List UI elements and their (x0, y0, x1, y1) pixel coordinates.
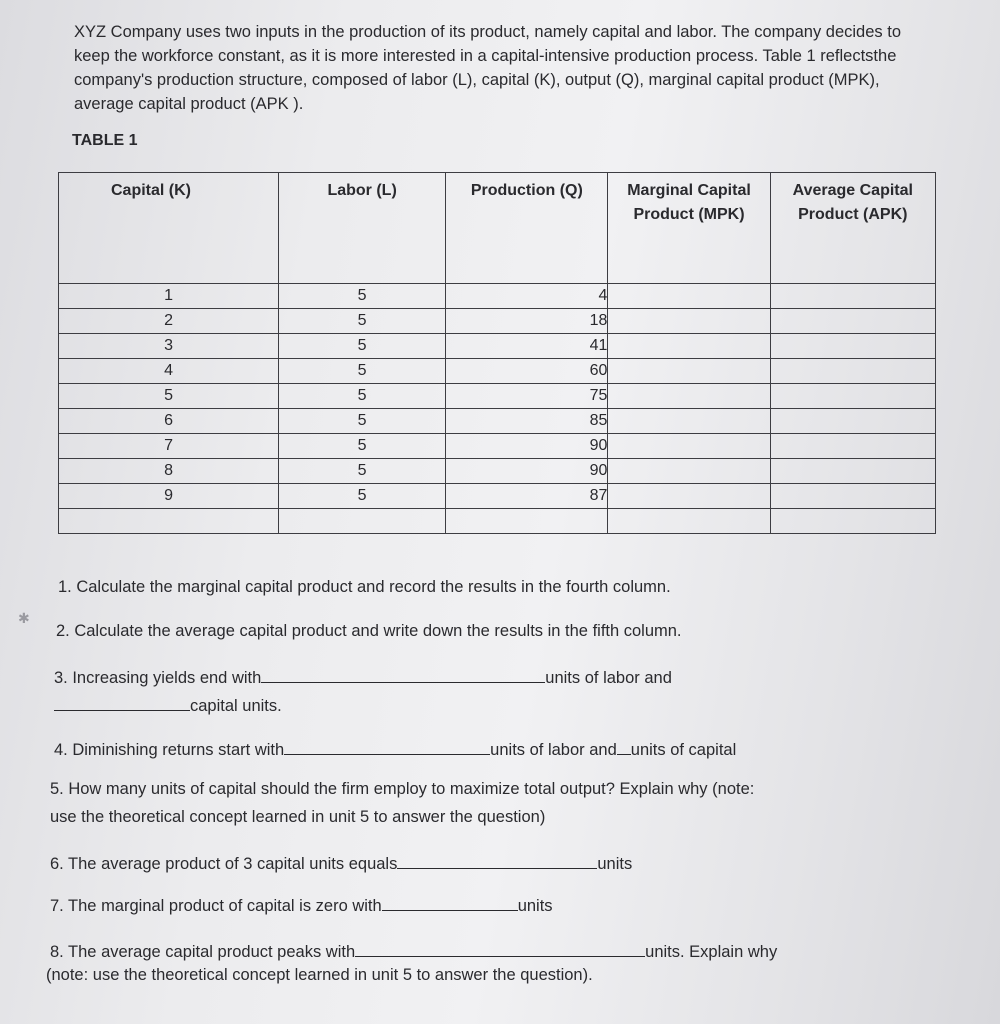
question-5-cont: use the theoretical concept learned in unit 5 to answer the question) (50, 808, 546, 826)
question-3 (54, 664, 672, 688)
question-5: 5. How many units of capital should the firm employ to maximize total output? Explain why (note: (50, 780, 755, 798)
question-6 (50, 850, 632, 874)
table-row (59, 484, 936, 509)
question-7-text: 7. The marginal product of capital is zero with (50, 897, 382, 915)
cell-labor: 5 (279, 484, 446, 509)
question-3-end: capital units. (190, 697, 282, 715)
cell-production[interactable] (446, 509, 608, 534)
question-7-unit: units (517, 897, 553, 915)
production-table (58, 172, 936, 534)
cell-production: 90 (446, 434, 608, 459)
question-4-mid: units of labor and (490, 741, 617, 759)
intro-text: XYZ Company uses two inputs in the production of its product, namely capital and labor. The company decides to keep the workforce constant, as it is more interested in a capital-intensive production process. Table 1 reflectsthe company's production structure, composed of labor (L), capital (K), output (Q), marginal capital product (MPK), average capital product (APK ). (74, 23, 901, 113)
table-row (59, 384, 936, 409)
cell-apk[interactable] (770, 409, 935, 434)
pencil-mark-icon: ✱ (18, 610, 30, 626)
cell-apk[interactable] (770, 284, 935, 309)
table-row (59, 434, 936, 459)
answer-6-blank[interactable] (397, 850, 597, 869)
question-3-cont (54, 692, 282, 716)
table-row (59, 309, 936, 334)
question-4-text: 4. Diminishing returns start with (54, 741, 285, 759)
cell-mpk[interactable] (608, 459, 770, 484)
table-row (59, 459, 936, 484)
cell-capital: 9 (59, 484, 279, 509)
question-8-cont: (note: use the theoretical concept learned in unit 5 to answer the question). (46, 966, 593, 984)
table-row (59, 334, 936, 359)
cell-mpk[interactable] (608, 384, 770, 409)
cell-production: 85 (446, 409, 608, 434)
question-8-text: 8. The average capital product peaks with (50, 943, 356, 961)
cell-mpk[interactable] (608, 334, 770, 359)
cell-production: 90 (446, 459, 608, 484)
question-7 (50, 892, 553, 916)
table-row (59, 359, 936, 384)
cell-production: 75 (446, 384, 608, 409)
answer-7-blank[interactable] (382, 892, 518, 911)
header-mpk: Marginal Capital Product (MPK) (608, 173, 770, 284)
cell-apk[interactable] (770, 484, 935, 509)
cell-capital: 3 (59, 334, 279, 359)
cell-labor: 5 (279, 434, 446, 459)
cell-capital: 6 (59, 409, 279, 434)
answer-3-labor-blank[interactable] (261, 664, 545, 683)
answer-4-capital-blank[interactable] (617, 736, 631, 755)
answer-8-blank[interactable] (355, 938, 645, 957)
cell-mpk[interactable] (608, 484, 770, 509)
cell-production: 18 (446, 309, 608, 334)
question-3-mid: units of labor and (545, 669, 672, 687)
question-4-end: units of capital (630, 741, 737, 759)
table-row (59, 409, 936, 434)
cell-mpk[interactable] (608, 509, 770, 534)
cell-apk[interactable] (770, 359, 935, 384)
cell-labor: 5 (279, 284, 446, 309)
header-production: Production (Q) (446, 173, 608, 284)
table-header-row (59, 173, 936, 284)
cell-labor: 5 (279, 384, 446, 409)
cell-capital[interactable] (59, 509, 279, 534)
table-title: TABLE 1 (72, 132, 138, 149)
cell-mpk[interactable] (608, 284, 770, 309)
cell-labor: 5 (279, 409, 446, 434)
cell-mpk[interactable] (608, 434, 770, 459)
table-row-empty (59, 509, 936, 534)
cell-mpk[interactable] (608, 359, 770, 384)
question-8 (50, 938, 777, 962)
question-1: 1. Calculate the marginal capital product and record the results in the fourth column. (58, 578, 671, 596)
question-3-text: 3. Increasing yields end with (54, 669, 262, 687)
header-capital: Capital (K) (59, 173, 279, 284)
cell-mpk[interactable] (608, 309, 770, 334)
question-6-text: 6. The average product of 3 capital units equals (50, 855, 398, 873)
header-apk: Average Capital Product (APK) (770, 173, 935, 284)
cell-production: 87 (446, 484, 608, 509)
question-4 (54, 736, 736, 760)
cell-capital: 4 (59, 359, 279, 384)
cell-capital: 7 (59, 434, 279, 459)
cell-production: 41 (446, 334, 608, 359)
cell-production: 60 (446, 359, 608, 384)
cell-capital: 1 (59, 284, 279, 309)
header-labor: Labor (L) (279, 173, 446, 284)
cell-apk[interactable] (770, 434, 935, 459)
answer-3-capital-blank[interactable] (54, 692, 190, 711)
cell-apk[interactable] (770, 309, 935, 334)
cell-apk[interactable] (770, 384, 935, 409)
cell-labor: 5 (279, 334, 446, 359)
table-row (59, 284, 936, 309)
question-2: 2. Calculate the average capital product and write down the results in the fifth column. (56, 622, 682, 640)
cell-apk[interactable] (770, 509, 935, 534)
question-6-unit: units (597, 855, 633, 873)
cell-capital: 8 (59, 459, 279, 484)
intro-paragraph (74, 20, 919, 116)
cell-mpk[interactable] (608, 409, 770, 434)
cell-production: 4 (446, 284, 608, 309)
cell-capital: 5 (59, 384, 279, 409)
cell-apk[interactable] (770, 334, 935, 359)
question-8-end: units. Explain why (645, 943, 778, 961)
cell-capital: 2 (59, 309, 279, 334)
cell-apk[interactable] (770, 459, 935, 484)
cell-labor: 5 (279, 459, 446, 484)
answer-4-labor-blank[interactable] (284, 736, 490, 755)
cell-labor: 5 (279, 309, 446, 334)
cell-labor[interactable] (279, 509, 446, 534)
cell-labor: 5 (279, 359, 446, 384)
